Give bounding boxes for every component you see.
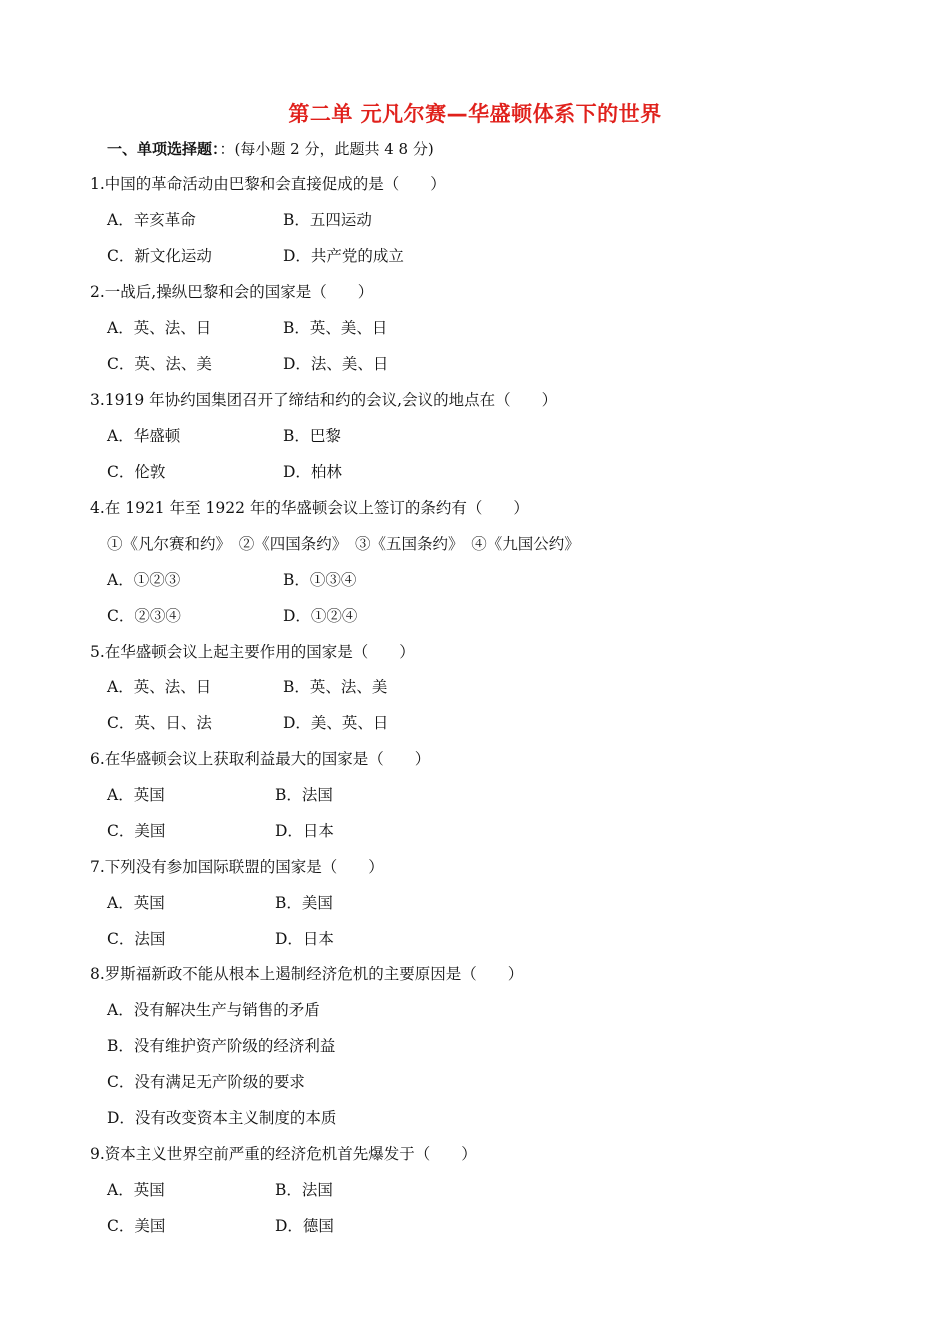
option-c: C．英、法、美 bbox=[107, 355, 212, 373]
option-d: D．美、英、日 bbox=[283, 714, 389, 732]
section-note: ：(每小题 2 分，此题共 4 8 分) bbox=[219, 140, 434, 158]
option-c: C．没有满足无产阶级的要求 bbox=[107, 1073, 305, 1091]
option-d: D．①②④ bbox=[283, 607, 358, 625]
option-b: B．①③④ bbox=[283, 571, 357, 589]
option-d: D．法、美、日 bbox=[283, 355, 389, 373]
option-a: A．英、法、日 bbox=[107, 319, 212, 337]
option-c: C．法国 bbox=[107, 930, 166, 948]
option-a: A．①②③ bbox=[107, 571, 181, 589]
question-items: ①《凡尔赛和约》 ②《四国条约》 ③《五国条约》 ④《九国公约》 bbox=[107, 535, 580, 553]
option-c: C．伦敦 bbox=[107, 463, 166, 481]
option-b: B．五四运动 bbox=[283, 211, 372, 229]
option-a: A．英国 bbox=[107, 786, 165, 804]
option-a: A．英国 bbox=[107, 1181, 165, 1199]
option-d: D．日本 bbox=[275, 930, 334, 948]
option-a: A．英、法、日 bbox=[107, 678, 212, 696]
option-a: A．华盛顿 bbox=[107, 427, 181, 445]
question-stem: 6.在华盛顿会议上获取利益最大的国家是（ ） bbox=[90, 750, 431, 768]
option-a: A．没有解决生产与销售的矛盾 bbox=[107, 1001, 320, 1019]
option-c: C．美国 bbox=[107, 1217, 166, 1235]
section-heading bbox=[107, 138, 434, 159]
option-c: C．新文化运动 bbox=[107, 247, 212, 265]
question-stem: 5.在华盛顿会议上起主要作用的国家是（ ） bbox=[90, 643, 415, 661]
option-b: B．英、法、美 bbox=[283, 678, 388, 696]
option-d: D．德国 bbox=[275, 1217, 334, 1235]
option-d: D．柏林 bbox=[283, 463, 342, 481]
option-c: C．②③④ bbox=[107, 607, 181, 625]
option-d: D．没有改变资本主义制度的本质 bbox=[107, 1109, 337, 1127]
option-d: D．日本 bbox=[275, 822, 334, 840]
option-b: B．巴黎 bbox=[283, 427, 341, 445]
question-stem: 8.罗斯福新政不能从根本上遏制经济危机的主要原因是（ ） bbox=[90, 965, 524, 983]
option-b: B．法国 bbox=[275, 786, 333, 804]
question-stem: 4.在 1921 年至 1922 年的华盛顿会议上签订的条约有（ ） bbox=[90, 499, 529, 517]
option-a: A．英国 bbox=[107, 894, 165, 912]
option-b: B．美国 bbox=[275, 894, 333, 912]
page-title: 第二单 元凡尔赛—华盛顿体系下的世界 bbox=[288, 102, 662, 126]
question-stem: 3.1919 年协约国集团召开了缔结和约的会议,会议的地点在（ ） bbox=[90, 391, 558, 409]
option-b: B．法国 bbox=[275, 1181, 333, 1199]
question-stem: 9.资本主义世界空前严重的经济危机首先爆发于（ ） bbox=[90, 1145, 477, 1163]
option-a: A．辛亥革命 bbox=[107, 211, 196, 229]
section-heading-label: 一、单项选择题： bbox=[107, 140, 220, 158]
option-b: B．英、美、日 bbox=[283, 319, 388, 337]
question-stem: 1.中国的革命活动由巴黎和会直接促成的是（ ） bbox=[90, 175, 446, 193]
question-stem: 7.下列没有参加国际联盟的国家是（ ） bbox=[90, 858, 384, 876]
question-stem: 2.一战后,操纵巴黎和会的国家是（ ） bbox=[90, 283, 374, 301]
option-b: B．没有维护资产阶级的经济利益 bbox=[107, 1037, 336, 1055]
option-d: D．共产党的成立 bbox=[283, 247, 404, 265]
option-c: C．美国 bbox=[107, 822, 166, 840]
option-c: C．英、日、法 bbox=[107, 714, 212, 732]
